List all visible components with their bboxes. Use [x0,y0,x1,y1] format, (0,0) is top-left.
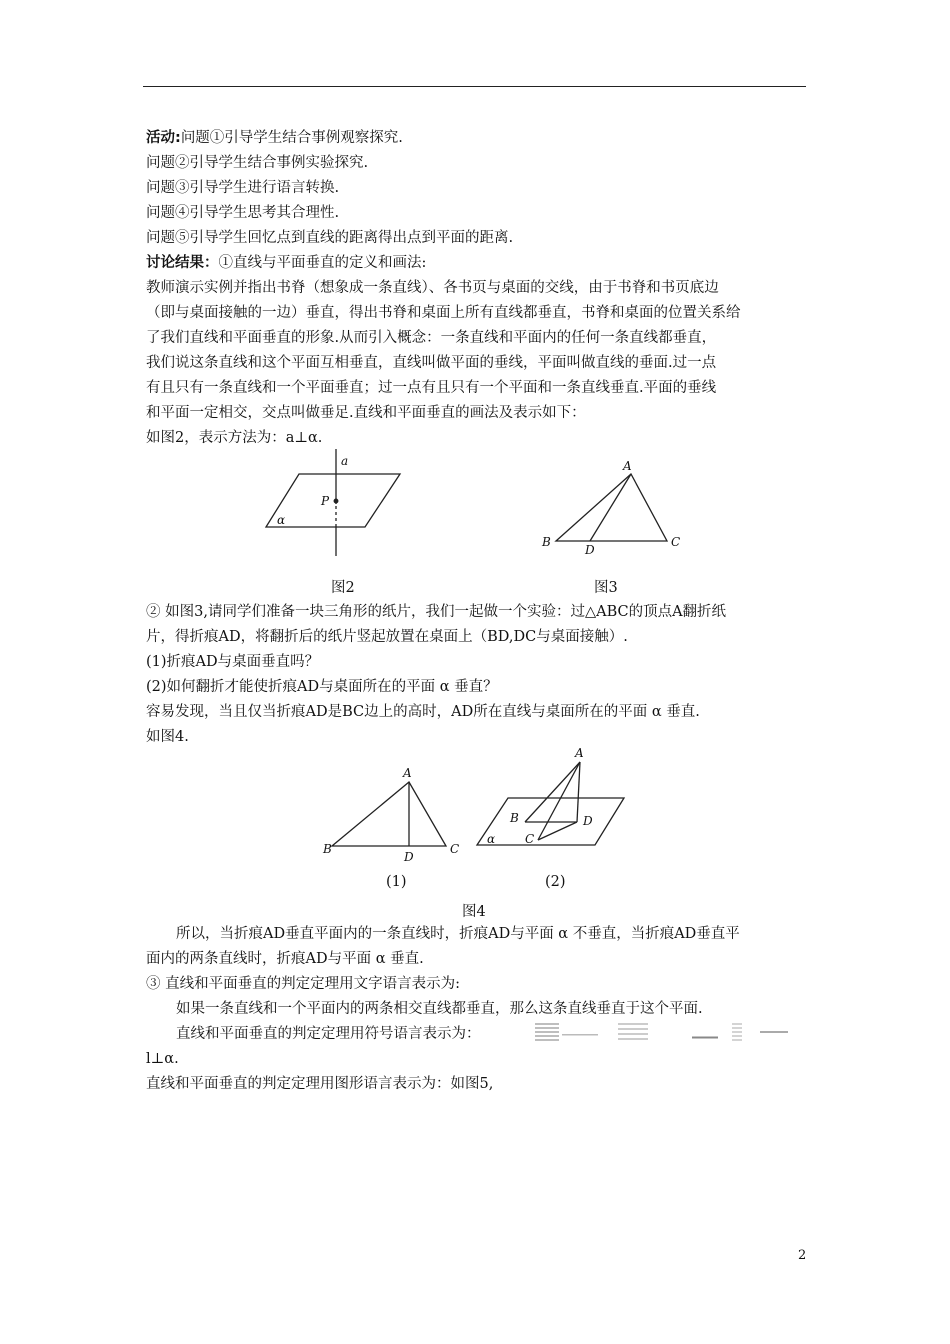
line-conclusion-2: 面内的两条直线时，折痕AD与平面 α 垂直. [146,951,424,967]
plane-alpha [266,474,400,527]
line-demo-1: 教师演示实例并指出书脊（想象成一条直线）、各书页与桌面的交线，由于书脊和书页底边 [146,280,719,296]
fig3-label-A: A [623,459,632,473]
triangle-abc-1 [332,782,446,846]
fig4-1-label-B: B [323,842,332,856]
fig3-label-D: D [585,543,595,557]
line-result: 讨论结果：①直线与平面垂直的定义和画法: [146,255,427,271]
page-number: 2 [798,1248,807,1263]
line-experiment-2: 片，得折痕AD，将翻折后的纸片竖起放置在桌面上（BD,DC与桌面接触）. [146,629,628,645]
line-activity: 活动:问题①引导学生结合事例观察探究. [146,130,403,146]
segment-ad [590,474,631,541]
fig4-2-label-C: C [525,832,535,846]
fig2-caption: 图2 [331,580,355,596]
point-p [334,499,338,503]
line-conclusion-1: 所以，当折痕AD垂直平面内的一条直线时，折痕AD与平面 α 不垂直，当折痕AD垂直平 [176,926,740,942]
fig4-caption: 图4 [462,904,486,920]
fig4-sub1-caption: (1) [386,874,407,890]
fig2-label-alpha: α [277,513,286,527]
triangle-abc [556,474,667,541]
fig3-caption: 图3 [594,580,618,596]
line-question-1: (1)折痕AD与桌面垂直吗？ [146,654,320,670]
line-theorem-text: 如果一条直线和一个平面内的两条相交直线都垂直，那么这条直线垂直于这个平面. [176,1001,703,1017]
fig2-label-a: a [341,454,349,468]
fig4-2-label-D: D [583,814,593,828]
fig4-2-label-alpha: α [487,832,496,846]
line-theorem-figure: 直线和平面垂直的判定定理用图形语言表示为：如图5, [146,1076,494,1092]
fig4-1-label-D: D [404,850,414,864]
line-demo-3: 了我们直线和平面垂直的形象.从而引入概念：一条直线和平面内的任何一条直线都垂直， [146,330,717,346]
fig4-sub2-caption: (2) [545,874,566,890]
segment-ad-2 [577,762,580,822]
line-fig2-ref: 如图2，表示方法为：a⊥α. [146,430,323,446]
line-q5: 问题⑤引导学生回忆点到直线的距离得出点到平面的距离. [146,230,514,246]
line-demo-6: 和平面一定相交，交点叫做垂足.直线和平面垂直的画法及表示如下： [146,405,586,421]
line-theorem-symbol: 直线和平面垂直的判定定理用符号语言表示为： [176,1026,481,1042]
figure-4-1 [332,782,446,846]
line-fig4-ref: 如图4. [146,729,189,745]
line-q3: 问题③引导学生进行语言转换. [146,180,340,196]
line-q2: 问题②引导学生结合事例实验探究. [146,155,369,171]
segment-cd [538,822,577,840]
figure-3 [556,474,667,541]
line-demo-2: （即与桌面接触的一边）垂直，得出书脊和桌面上所有直线都垂直，书脊和桌面的位置关系给 [146,305,741,321]
figure-2 [266,449,400,556]
figure-4-2 [477,762,624,845]
fig4-1-label-A: A [403,766,412,780]
line-discovery: 容易发现，当且仅当折痕AD是BC边上的高时，AD所在直线与桌面所在的平面 α 垂直. [146,704,700,720]
line-demo-4: 我们说这条直线和这个平面互相垂直，直线叫做平面的垂线，平面叫做直线的垂面.过一点 [146,355,717,371]
fig4-2-label-B: B [510,811,519,825]
line-theorem-heading: ③ 直线和平面垂直的判定定理用文字语言表示为: [146,976,460,992]
fig2-label-p: P [321,494,330,508]
fig4-2-label-A: A [575,746,584,760]
fig4-1-label-C: C [450,842,460,856]
line-symbol-result: l⊥α. [146,1051,179,1067]
line-question-2: (2)如何翻折才能使折痕AD与桌面所在的平面 α 垂直？ [146,679,498,695]
fig3-label-C: C [671,535,681,549]
fig3-label-B: B [542,535,551,549]
line-q4: 问题④引导学生思考其合理性. [146,205,340,221]
line-experiment-1: ② 如图3,请同学们准备一块三角形的纸片，我们一起做一个实验：过△ABC的顶点A翻折纸 [146,604,727,620]
line-demo-5: 有且只有一条直线和一个平面垂直；过一点有且只有一个平面和一条直线垂直.平面的垂线 [146,380,717,396]
